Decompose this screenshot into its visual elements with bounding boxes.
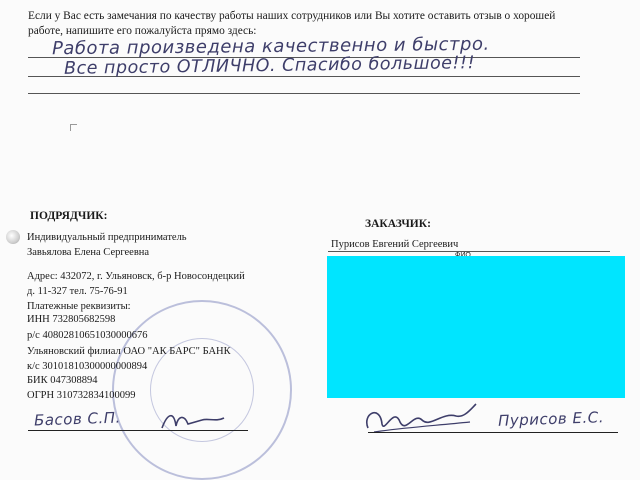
customer-heading: ЗАКАЗЧИК: — [365, 218, 431, 230]
customer-name: Пурисов Евгений Сергеевич — [331, 239, 459, 250]
contractor-signature-scribble — [158, 408, 228, 434]
scan-mark — [70, 124, 77, 131]
customer-signature-line — [368, 432, 618, 433]
contractor-payment-heading: Платежные реквизиты: — [27, 301, 131, 312]
redaction-block — [327, 256, 625, 398]
contractor-ogrn: ОГРН 310732834100099 — [27, 390, 136, 401]
contractor-address-line2: д. 11-327 тел. 75-76-91 — [27, 286, 128, 297]
contractor-signature: Басов С.П. — [33, 408, 122, 430]
feedback-prompt-line1: Если у Вас есть замечания по качеству работы наших сотрудников или Вы хотите оставить отзыв о хорошей — [28, 10, 556, 22]
contractor-bik: БИК 047308894 — [27, 375, 98, 386]
customer-signature: Пурисов Е.С. — [497, 408, 605, 430]
punch-hole — [6, 230, 20, 244]
contractor-corr-account: к/с 30101810300000000894 — [27, 361, 148, 372]
feedback-handwritten-line1: Работа произведена качественно и быстро. — [51, 33, 490, 60]
contractor-account: р/с 40802810651030000676 — [27, 330, 148, 341]
customer-signature-scribble — [360, 398, 480, 442]
contractor-address-line1: Адрес: 432072, г. Ульяновск, б-р Новосондецкий — [27, 271, 245, 282]
feedback-handwritten-line2: Все просто ОТЛИЧНО. Спасибо большое!!! — [63, 53, 476, 79]
contractor-heading: ПОДРЯДЧИК: — [30, 210, 108, 222]
contractor-inn: ИНН 732805682598 — [27, 314, 116, 325]
contractor-type: Индивидуальный предприниматель — [27, 232, 187, 243]
feedback-prompt-line2: работе, напишите его пожалуйста прямо здесь: — [28, 25, 257, 37]
contractor-bank: Ульяновский филиал ОАО "АК БАРС" БАНК — [27, 346, 231, 357]
contractor-name: Завьялова Елена Сергеевна — [27, 247, 150, 258]
feedback-line-3 — [28, 93, 580, 94]
